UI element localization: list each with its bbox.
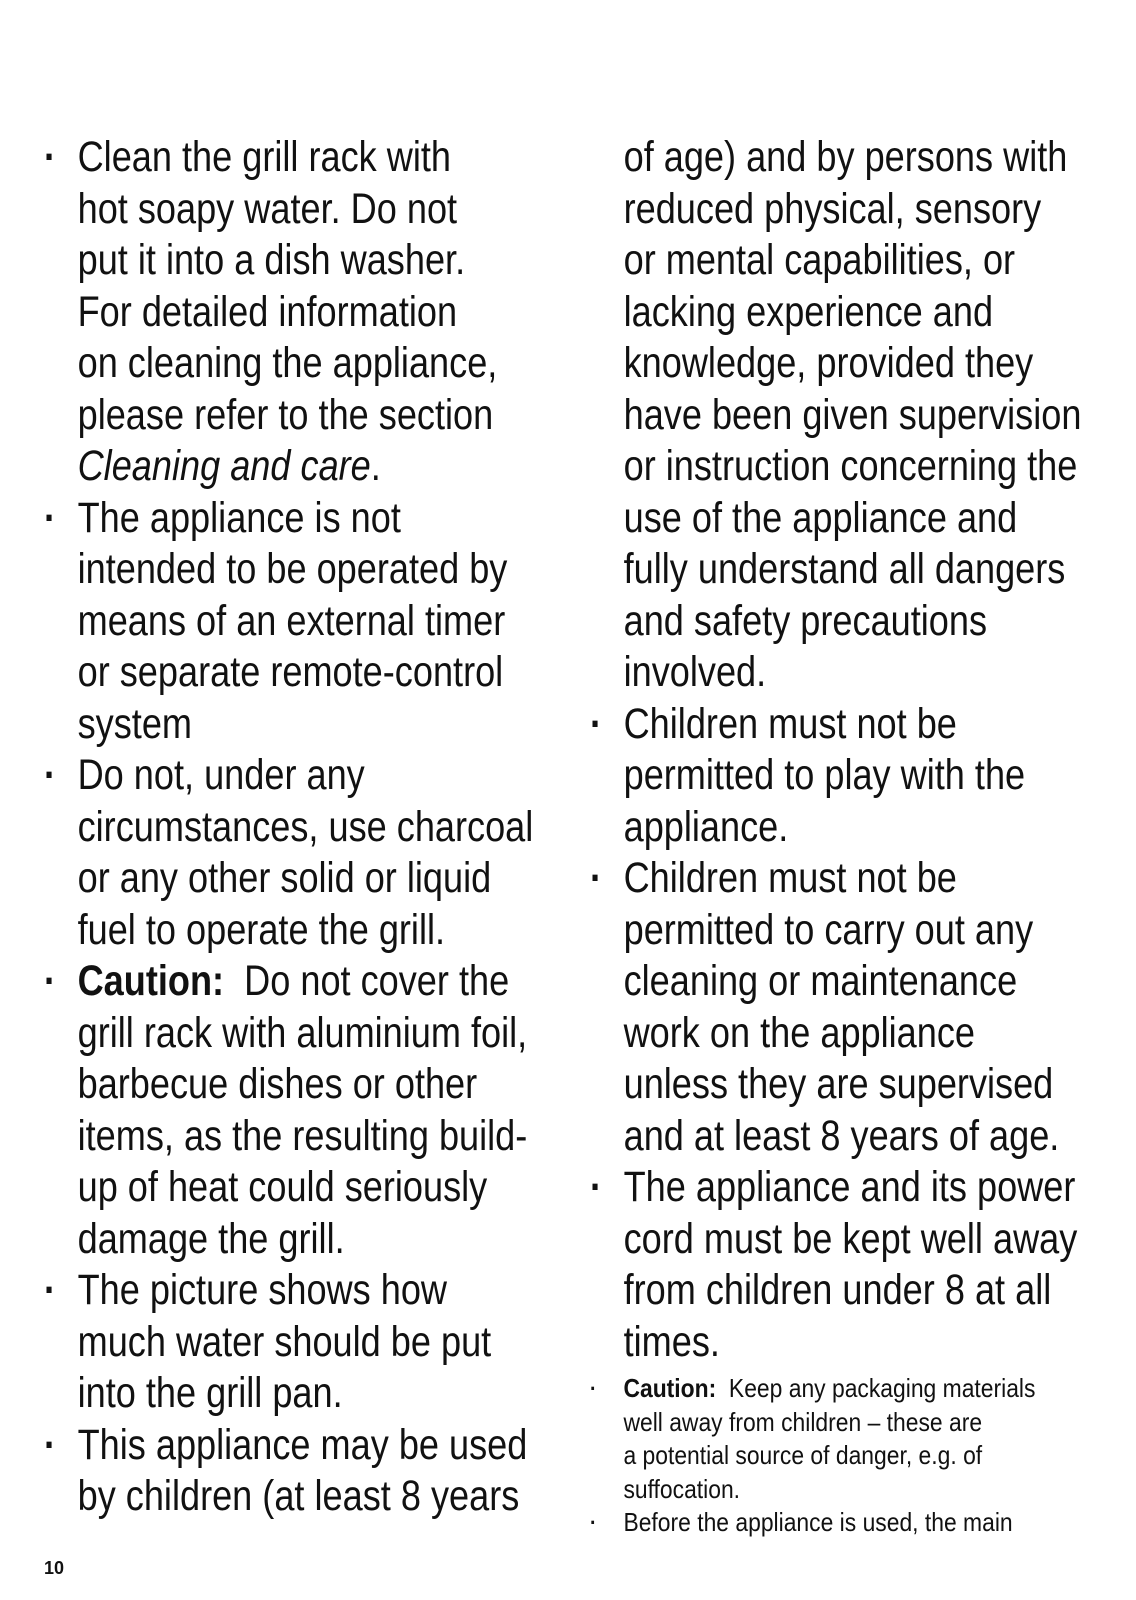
bullet: ·: [44, 957, 57, 1005]
bullet: ·: [590, 1163, 603, 1211]
item-line: cleaning or maintenance: [623, 957, 1018, 1005]
bullet: ·: [590, 699, 603, 748]
item-line: permitted to play with the: [623, 751, 1026, 799]
list-item-no-external-timer: [44, 493, 564, 751]
item-line: or instruction concerning the: [623, 442, 1078, 490]
bullet: ·: [44, 493, 57, 542]
item-line: and safety precautions: [623, 596, 988, 645]
item-line: have been given supervision: [623, 390, 1082, 439]
list-item-children-cleaning: [590, 853, 1126, 1162]
item-line: unless they are supervised: [623, 1060, 1054, 1108]
item-line: up of heat could seriously: [77, 1163, 488, 1211]
list-item-continuation: [590, 132, 1126, 699]
list-item-water-picture: [44, 1265, 564, 1420]
item-line: cord must be kept well away: [623, 1214, 1078, 1263]
item-line: suffocation.: [623, 1473, 741, 1504]
item-line: on cleaning the appliance,: [77, 339, 498, 387]
list-item-children-play: [590, 699, 1126, 854]
bullet: ·: [590, 1376, 597, 1401]
item-line: The picture shows how: [77, 1266, 448, 1314]
item-line: or separate remote-control: [77, 648, 504, 696]
item-line: The appliance and its power: [623, 1163, 1076, 1211]
right-column: [590, 132, 1126, 1540]
bullet: ·: [44, 751, 57, 799]
caution-label: Caution:: [77, 957, 225, 1005]
item-line: into the grill pan.: [77, 1369, 343, 1417]
item-line: grill rack with aluminium foil,: [77, 1008, 528, 1057]
item-line: hot soapy water. Do not: [77, 184, 458, 233]
item-line: For detailed information: [77, 287, 458, 336]
right-column-small-text: [590, 1372, 1128, 1540]
item-line: and at least 8 years of age.: [623, 1111, 1060, 1160]
section-reference: Cleaning and care: [77, 442, 371, 490]
left-column-text: [44, 132, 564, 1523]
section-reference-suffix: .: [370, 442, 381, 490]
item-line: [623, 1372, 1127, 1406]
bullet: ·: [590, 854, 603, 902]
item-line: Do not, under any: [77, 751, 365, 799]
item-line: lacking experience and: [623, 287, 994, 336]
item-line: reduced physical, sensory: [623, 184, 1042, 233]
list-item-no-charcoal: [44, 750, 564, 956]
item-line: of age) and by persons with: [623, 133, 1068, 181]
item-line: fuel to operate the grill.: [77, 905, 446, 954]
caution-text: Keep any packaging materials: [728, 1373, 1036, 1403]
item-line: by children (at least 8 years: [77, 1472, 520, 1520]
item-line: Children must not be: [623, 854, 957, 902]
item-line: put it into a dish washer.: [77, 236, 466, 284]
item-line: damage the grill.: [77, 1214, 345, 1263]
item-line: work on the appliance: [623, 1008, 975, 1057]
item-line: The appliance is not: [77, 493, 401, 542]
item-line: times.: [623, 1317, 720, 1366]
item-line: permitted to carry out any: [623, 905, 1034, 954]
item-line: barbecue dishes or other: [77, 1060, 478, 1108]
list-item-power-cord: [590, 1162, 1126, 1368]
item-line: Before the appliance is used, the main: [623, 1507, 1013, 1537]
item-line: well away from children – these are: [623, 1406, 983, 1437]
item-line: means of an external timer: [77, 596, 506, 645]
item-line: Clean the grill rack with: [77, 133, 451, 181]
item-line: items, as the resulting build-: [77, 1111, 528, 1160]
list-item-clean-grill-rack: [44, 132, 564, 493]
item-line: [78, 441, 564, 493]
item-line: intended to be operated by: [77, 545, 508, 593]
list-item-before-use: [590, 1506, 1128, 1540]
left-column: [44, 132, 564, 1523]
caution-text: Do not cover the: [244, 957, 510, 1005]
item-line: or mental capabilities, or: [623, 236, 1016, 284]
item-line: This appliance may be used: [77, 1420, 528, 1469]
item-line: knowledge, provided they: [623, 339, 1034, 387]
item-line: involved.: [623, 648, 767, 696]
item-line: please refer to the section: [77, 390, 494, 439]
item-line: appliance.: [623, 802, 789, 851]
list-item-children-use: [44, 1420, 564, 1523]
item-line: system: [77, 699, 192, 748]
item-line: a potential source of danger, e.g. of: [623, 1440, 983, 1470]
item-line: much water should be put: [77, 1317, 492, 1366]
item-line: circumstances, use charcoal: [77, 802, 534, 851]
bullet: ·: [44, 133, 57, 181]
page-number: 10: [44, 1558, 65, 1578]
list-item-caution-packaging: [590, 1372, 1128, 1506]
item-line: [78, 956, 564, 1008]
item-line: use of the appliance and: [623, 493, 1018, 542]
caution-label: Caution:: [623, 1373, 717, 1403]
item-line: from children under 8 at all: [623, 1266, 1052, 1314]
bullet: ·: [44, 1420, 57, 1469]
list-item-caution-foil: [44, 956, 564, 1265]
item-line: fully understand all dangers: [623, 545, 1066, 593]
item-line: or any other solid or liquid: [77, 854, 492, 902]
bullet: ·: [44, 1266, 57, 1314]
item-line: Children must not be: [623, 699, 957, 748]
right-column-text: [590, 132, 1126, 1368]
bullet: ·: [590, 1510, 597, 1535]
